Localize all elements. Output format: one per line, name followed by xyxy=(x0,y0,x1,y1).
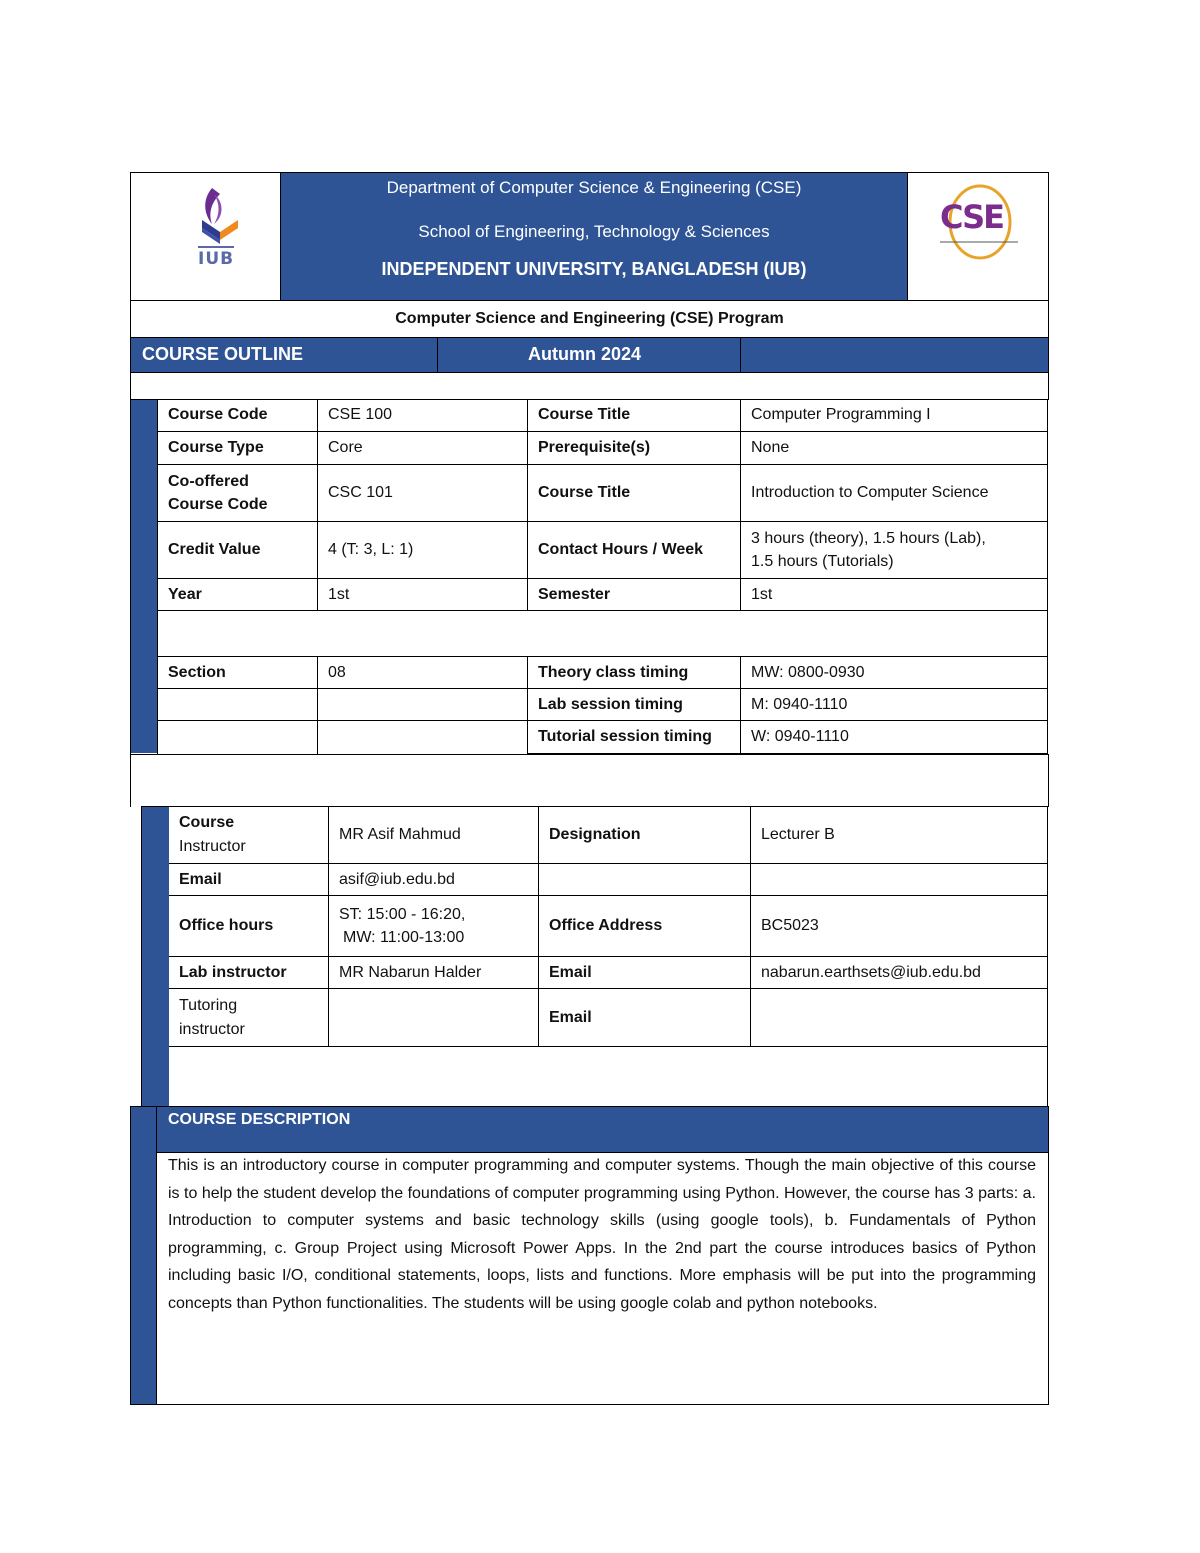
tutorial-value: W: 0940-1110 xyxy=(741,721,1048,754)
course-code-value: CSE 100 xyxy=(318,399,528,432)
semester-value: 1st xyxy=(741,579,1048,611)
program-title: Computer Science and Engineering (CSE) Program xyxy=(395,310,784,327)
lab-label: Lab session timing xyxy=(528,689,741,721)
gap-area xyxy=(130,754,1049,807)
iub-logo xyxy=(190,180,260,275)
cooffered-value: CSC 101 xyxy=(318,465,528,522)
instructor-label-line1: Course xyxy=(179,814,235,832)
section-value: 08 xyxy=(318,657,528,689)
tutoring-email-label: Email xyxy=(539,989,751,1047)
course-title-value: Computer Programming I xyxy=(741,399,1048,432)
course-title-label: Course Title xyxy=(528,399,741,432)
course-title2-value: Introduction to Computer Science xyxy=(741,465,1048,522)
outline-term: Autumn 2024 xyxy=(528,344,642,364)
iub-logo-text: IUB xyxy=(198,246,234,269)
email-label: Email xyxy=(169,864,329,896)
course-type-label: Course Type xyxy=(157,432,318,465)
lab-row-empty-2 xyxy=(318,689,528,721)
contact-line2: 1.5 hours (Tutorials) xyxy=(751,553,894,570)
course-type-value: Core xyxy=(318,432,528,465)
tutoring-label-line2: instructor xyxy=(179,1020,245,1038)
description-header xyxy=(130,1106,1049,1153)
instructor-blank-row xyxy=(169,1047,1048,1106)
office-hours-line2: MW: 11:00-13:00 xyxy=(343,929,465,946)
credit-value: 4 (T: 3, L: 1) xyxy=(318,522,528,579)
theory-value: MW: 0800-0930 xyxy=(741,657,1048,689)
email-value[interactable]: asif@iub.edu.bd xyxy=(329,864,539,896)
course-outline-bar xyxy=(130,337,1049,373)
tutoring-email-value xyxy=(751,989,1048,1047)
info-side-bar xyxy=(131,399,157,753)
lab-instructor-name: MR Nabarun Halder xyxy=(329,957,539,989)
university-name: INDEPENDENT UNIVERSITY, BANGLADESH (IUB) xyxy=(381,259,807,279)
header-banner xyxy=(280,173,908,300)
office-hours-value xyxy=(329,896,539,957)
cooffered-label-line1: Co-offered xyxy=(168,472,249,490)
instructor-side-bar xyxy=(141,806,169,1106)
cooffered-label-line2: Course Code xyxy=(168,496,268,513)
contact-line1: 3 hours (theory), 1.5 hours (Lab), xyxy=(751,529,986,547)
description-heading: COURSE DESCRIPTION xyxy=(168,1111,351,1128)
theory-label: Theory class timing xyxy=(528,657,741,689)
description-header-divider xyxy=(156,1107,157,1152)
outline-divider-2 xyxy=(740,338,741,372)
spacer-row xyxy=(130,372,1049,400)
lab-row-empty-1 xyxy=(157,689,318,721)
office-hours-label: Office hours xyxy=(169,896,329,957)
contact-label: Contact Hours / Week xyxy=(528,522,741,579)
designation-value: Lecturer B xyxy=(751,806,1048,864)
program-row xyxy=(130,301,1049,338)
office-address-value: BC5023 xyxy=(751,896,1048,957)
lab-value: M: 0940-1110 xyxy=(741,689,1048,721)
cooffered-label xyxy=(157,465,318,522)
tutoring-label-line1: Tutoring xyxy=(179,997,238,1015)
outline-label: COURSE OUTLINE xyxy=(142,344,304,364)
email-row-empty-2 xyxy=(751,864,1048,896)
outline-divider-1 xyxy=(437,338,438,372)
blank-row xyxy=(157,611,1048,657)
tutoring-label xyxy=(169,989,329,1047)
school-name: School of Engineering, Technology & Sciences xyxy=(418,222,770,241)
year-value: 1st xyxy=(318,579,528,611)
description-inner-divider xyxy=(156,1152,157,1405)
semester-label: Semester xyxy=(528,579,741,611)
lab-instructor-label: Lab instructor xyxy=(169,957,329,989)
tutorial-label: Tutorial session timing xyxy=(528,721,741,754)
office-address-label: Office Address xyxy=(539,896,751,957)
prereq-value: None xyxy=(741,432,1048,465)
course-title2-label: Course Title xyxy=(528,465,741,522)
course-code-label: Course Code xyxy=(157,399,318,432)
instructor-label xyxy=(169,806,329,864)
prereq-label: Prerequisite(s) xyxy=(528,432,741,465)
tutoring-name xyxy=(329,989,539,1047)
department-name: Department of Computer Science & Engineering (CSE) xyxy=(386,178,802,197)
lab-email-value[interactable]: nabarun.earthsets@iub.edu.bd xyxy=(751,957,1048,989)
tutorial-row-empty-2 xyxy=(318,721,528,754)
designation-label: Designation xyxy=(539,806,751,864)
description-text: This is an introductory course in computer programming and computer systems. Though the main objective of this course is to help the student develop the foundations of computer programming using Python. However, the course has 3 parts: a. Introduction to computer systems and basic technology skills (using google tools), b. Fundamentals of Python programming, c. Group Project using Microsoft Power Apps. In the 2nd part the course introduces basics of Python including basic I/O, conditional statements, loops, lists and functions. More emphasis will be put into the programming concepts than Python functionalities. The students will be using google colab and python notebooks. xyxy=(168,1157,1036,1312)
office-hours-line1: ST: 15:00 - 16:20, xyxy=(339,905,466,923)
section-label: Section xyxy=(157,657,318,689)
credit-label: Credit Value xyxy=(157,522,318,579)
lab-email-label: Email xyxy=(539,957,751,989)
year-label: Year xyxy=(157,579,318,611)
contact-value xyxy=(741,522,1048,579)
instructor-name: MR Asif Mahmud xyxy=(329,806,539,864)
cse-logo-text: CSE xyxy=(940,198,1003,236)
info-left-border xyxy=(130,399,131,754)
cse-logo xyxy=(934,182,1024,264)
email-row-empty-1 xyxy=(539,864,751,896)
instructor-label-line2: Instructor xyxy=(179,837,246,855)
tutorial-row-empty-1 xyxy=(157,721,318,754)
